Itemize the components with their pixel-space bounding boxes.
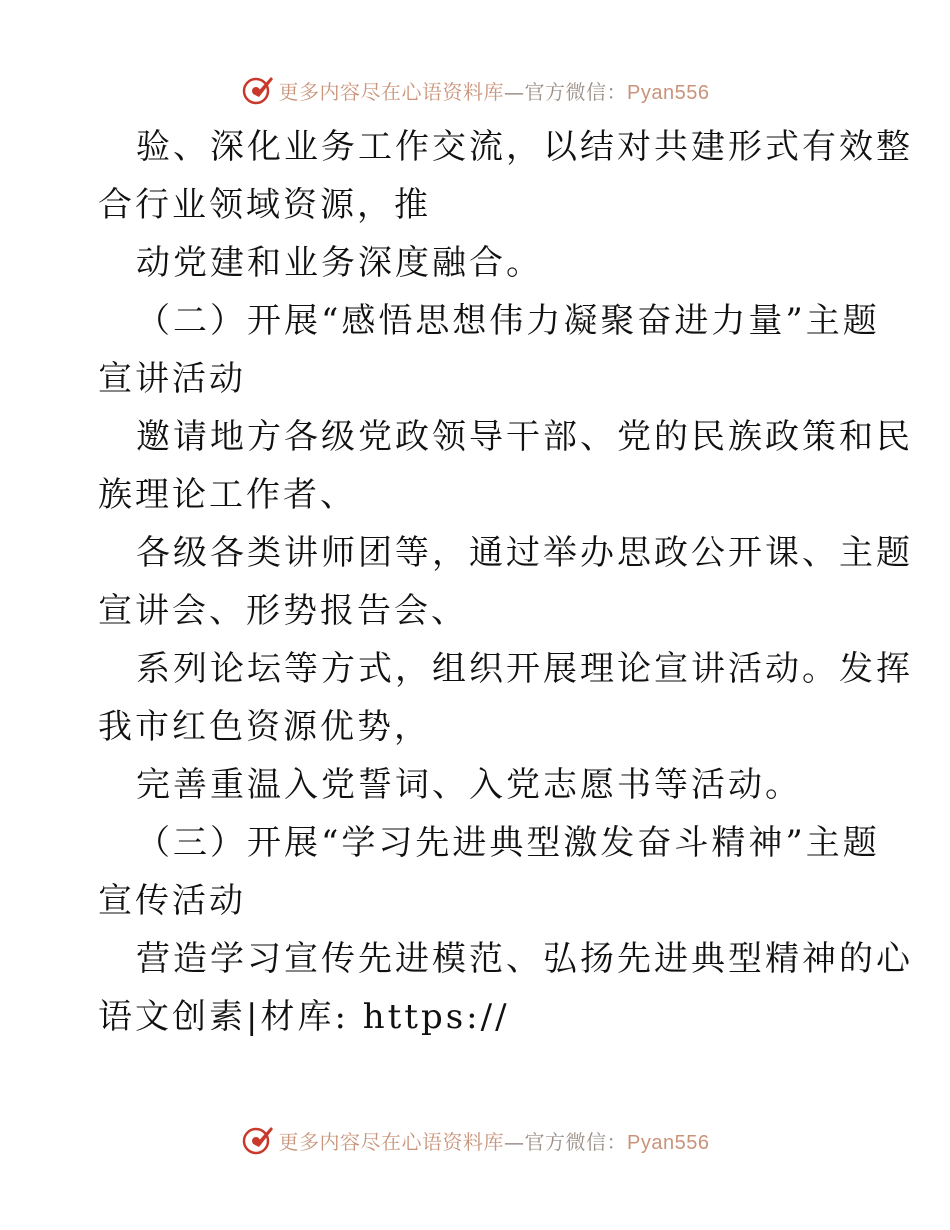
paragraph-line: 营造学习宣传先进模范、弘扬先进典型精神的心 — [136, 939, 913, 979]
watermark-separator: — — [504, 1129, 525, 1154]
paragraph-line: 动党建和业务深度融合。 — [136, 243, 543, 283]
paragraph-line: 各级各类讲师团等，通过举办思政公开课、主题 — [136, 533, 913, 573]
paragraph-line: 邀请地方各级党政领导干部、党的民族政策和民 — [136, 417, 913, 457]
paragraph-line: 宣讲会、形势报告会、 — [98, 591, 468, 631]
paragraph-line: 我市红色资源优势， — [98, 707, 431, 747]
watermark-separator: — — [504, 79, 525, 104]
pen-logo-icon — [241, 73, 275, 107]
page-footer-watermark — [0, 1120, 950, 1160]
watermark-text — [279, 1126, 710, 1155]
paragraph-line: 族理论工作者、 — [98, 475, 357, 515]
watermark-main: 更多内容尽在心语资料库 — [278, 1129, 505, 1154]
watermark-wechat-id: Pyan556 — [627, 1131, 710, 1154]
watermark-text — [279, 76, 710, 105]
paragraph-line: 语文创素|材库: https:// — [98, 997, 510, 1037]
watermark-official-label: 官方微信： — [524, 1129, 628, 1154]
section-heading-line: （三）开展“学习先进典型激发奋斗精神”主题 — [136, 823, 880, 863]
paragraph-line: 完善重温入党誓词、入党志愿书等活动。 — [136, 765, 802, 805]
section-heading-line: 宣传活动 — [98, 881, 246, 921]
paragraph-line: 系列论坛等方式，组织开展理论宣讲活动。发挥 — [136, 649, 913, 689]
pen-logo-icon — [241, 1123, 275, 1157]
watermark-main: 更多内容尽在心语资料库 — [278, 79, 505, 104]
watermark-official-label: 官方微信： — [524, 79, 628, 104]
watermark-wechat-id: Pyan556 — [627, 81, 710, 104]
page-header-watermark — [0, 70, 950, 110]
document-body — [98, 118, 913, 1046]
paragraph-line: 合行业领域资源，推 — [98, 185, 431, 225]
section-heading-line: （二）开展“感悟思想伟力凝聚奋进力量”主题 — [136, 301, 880, 341]
paragraph-line: 验、深化业务工作交流，以结对共建形式有效整 — [136, 127, 913, 167]
section-heading-line: 宣讲活动 — [98, 359, 246, 399]
